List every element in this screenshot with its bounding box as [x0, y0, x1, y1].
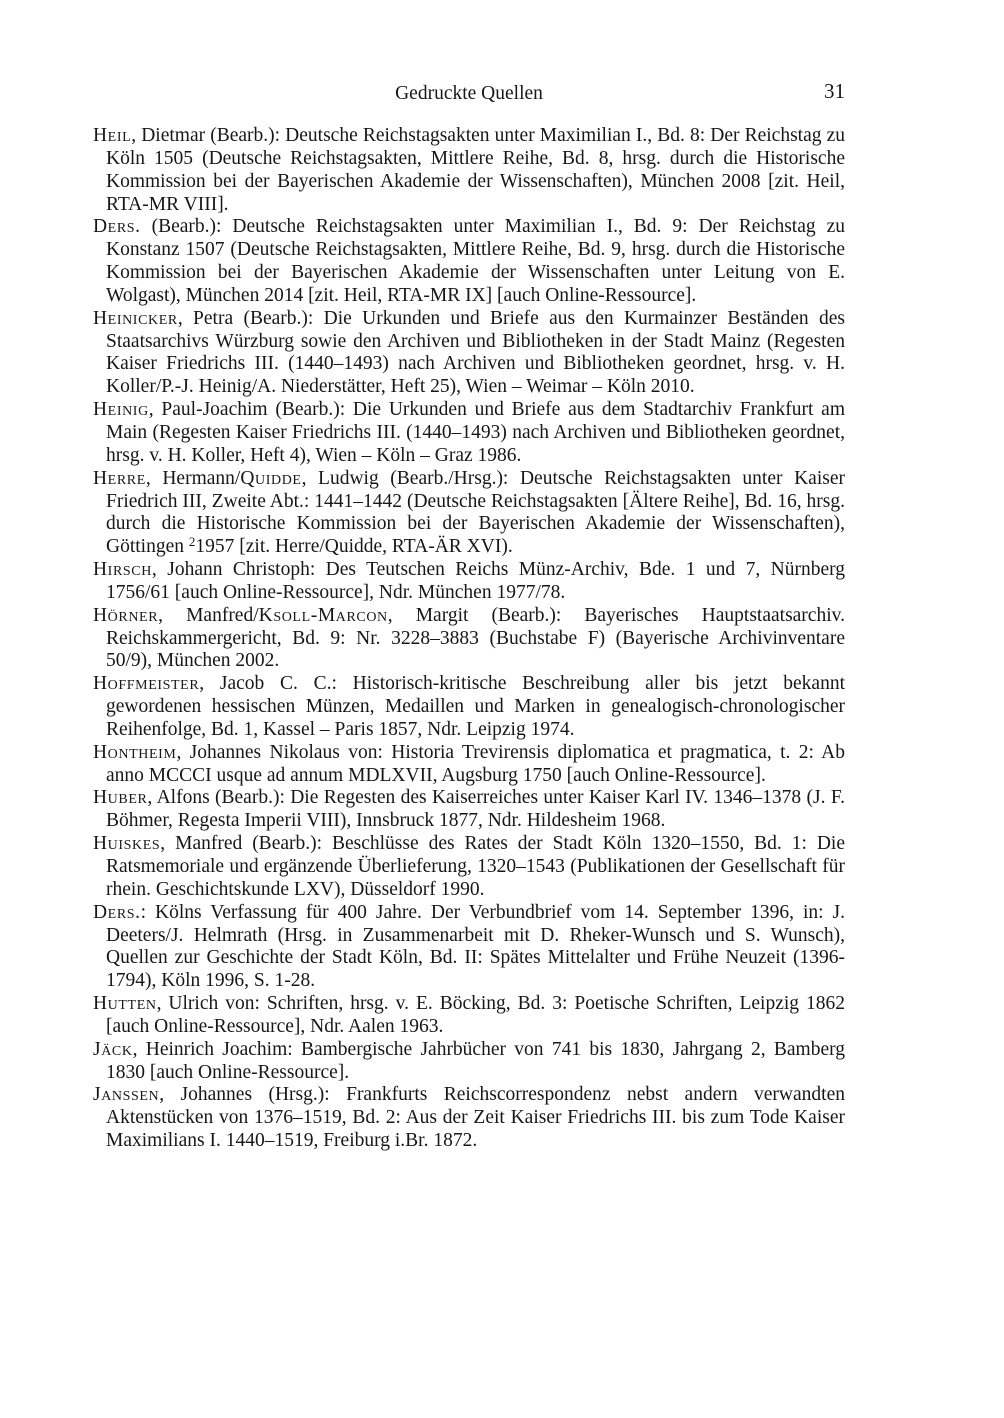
- entry-text: : Kölns Verfassung für 400 Jahre. Der Verbundbrief vom 14. September 1396, in: J. Deeters/J. Helmrath (Hrsg. in Zusammenarbeit mit D. Rheker-Wunsch und S. Wunsch), Quellen zur Geschichte der Stadt Köln, Bd. II: Spätes Mittelalter und Frühe Neuzeit (1396-1794), Köln 1996, S. 1-28.: [106, 901, 845, 992]
- bibliography-entry: [93, 468, 845, 559]
- author-name: Ders.: [93, 216, 141, 238]
- entry-text: , Dietmar (Bearb.): Deutsche Reichstagsakten unter Maximilian I., Bd. 8: Der Reichstag zu Köln 1505 (Deutsche Reichstagsakten, Mittlere Reihe, Bd. 8, hrsg. durch die Historische Kommission bei der Bayerischen Akademie der Wissenschaften), München 2008 [zit. Heil, RTA-MR VIII].: [106, 125, 845, 215]
- author-name: Janssen: [93, 1084, 160, 1106]
- author-name: Hirsch: [93, 559, 152, 581]
- bibliography-entry: [93, 993, 845, 1039]
- entry-text: , Ludwig (Bearb./Hrsg.): Deutsche Reichstagsakten unter Kaiser Friedrich III, Zweite Abt.: 1441–1442 (Deutsche Reichstagsakten [Ältere Reihe], Bd. 16, hrsg. durch die Historische Kommission bei der Bayerischen Akademie der Wissenschaften), Göttingen: [106, 467, 845, 558]
- entry-text: , Manfred/: [158, 604, 259, 626]
- bibliography-entry: [93, 787, 845, 833]
- author-name: Jäck: [93, 1038, 133, 1060]
- author-name: Huiskes: [93, 833, 161, 855]
- entry-text: , Margit (Bearb.): Bayerisches Hauptstaatsarchiv. Reichskammergericht, Bd. 9: Nr. 3228–3883 (Buchstabe F) (Bayerische Archivinventare 50/9), München 2002.: [106, 604, 845, 672]
- author-name: Hutten: [93, 993, 157, 1015]
- entry-text: , Ulrich von: Schriften, hrsg. v. E. Böcking, Bd. 3: Poetische Schriften, Leipzig 1862 [auch Online-Ressource], Ndr. Aalen 1963.: [106, 993, 845, 1037]
- entry-text: , Johann Christoph: Des Teutschen Reichs Münz-Archiv, Bde. 1 und 7, Nürnberg 1756/61 [auch Online-Ressource], Ndr. München 1977/78.: [106, 559, 845, 603]
- author-name: Heinicker: [93, 307, 178, 329]
- bibliography-entry: [93, 605, 845, 674]
- entry-text: , Petra (Bearb.): Die Urkunden und Briefe aus den Kurmainzer Beständen des Staatsarchivs Würzburg sowie den Archiven und Bibliotheken in der Stadt Mainz (Regesten Kaiser Friedrichs III. (1440–1493) nach Archiven und Bibliotheken geordnet, hrsg. v. H. Koller/P.-J. Heinig/A. Niederstätter, Heft 25), Wien – Weimar – Köln 2010.: [106, 307, 845, 398]
- bibliography-list: [93, 125, 845, 1153]
- edition-superscript: 2: [188, 534, 196, 550]
- author-name: Hoffmeister: [93, 673, 200, 695]
- entry-text: , Paul-Joachim (Bearb.): Die Urkunden und Briefe aus dem Stadtarchiv Frankfurt am Main (Regesten Kaiser Friedrichs III. (1440–1493) nach Archiven und Bibliotheken geordnet, hrsg. v. H. Koller, Heft 4), Wien – Köln – Graz 1986.: [106, 399, 845, 466]
- author-name: Ksoll-Marcon: [258, 604, 388, 626]
- bibliography-entry: [93, 216, 845, 307]
- entry-text: , Manfred (Bearb.): Beschlüsse des Rates der Stadt Köln 1320–1550, Bd. 1: Die Ratsmemoriale und ergänzende Überlieferung, 1320–1543 (Publikationen der Gesellschaft für rhein. Geschichtskunde LXV), Düsseldorf 1990.: [106, 833, 845, 900]
- author-name: Herre: [93, 467, 146, 489]
- bibliography-entry: [93, 399, 845, 468]
- bibliography-entry: [93, 1084, 845, 1153]
- bibliography-entry: [93, 125, 845, 216]
- entry-text: 1957 [zit. Herre/Quidde, RTA-ÄR XVI).: [195, 536, 513, 558]
- entry-text: , Alfons (Bearb.): Die Regesten des Kaiserreiches unter Kaiser Karl IV. 1346–1378 (J. F. Böhmer, Regesta Imperii VIII), Innsbruck 1877, Ndr. Hildesheim 1968.: [106, 787, 845, 832]
- entry-text: , Hermann/: [145, 467, 241, 489]
- author-name: Huber: [93, 787, 148, 809]
- running-header: [93, 79, 845, 108]
- entry-text: , Johannes (Hrsg.): Frankfurts Reichscorrespondenz nebst andern verwandten Aktenstücken von 1376–1519, Bd. 2: Aus der Zeit Kaiser Friedrichs III. bis zum Tode Kaiser Maximilians I. 1440–1519, Freiburg i.Br. 1872.: [106, 1084, 845, 1152]
- entry-text: , Johannes Nikolaus von: Historia Trevirensis diplomatica et pragmatica, t. 2: Ab anno MCCCI usque ad annum MDLXVII, Augsburg 1750 [auch Online-Ressource].: [106, 741, 845, 786]
- bibliography-entry: [93, 902, 845, 993]
- bibliography-entry: [93, 559, 845, 605]
- author-name: Hontheim: [93, 741, 177, 763]
- bibliography-entry: [93, 742, 845, 788]
- bibliography-entry: [93, 1039, 845, 1085]
- entry-text: , Heinrich Joachim: Bambergische Jahrbücher von 741 bis 1830, Jahrgang 2, Bamberg 1830 [auch Online-Ressource].: [106, 1038, 845, 1083]
- bibliography-entry: [93, 673, 845, 742]
- bibliography-entry: [93, 308, 845, 399]
- author-name: Quidde: [240, 467, 302, 489]
- entry-text: , Jacob C. C.: Historisch-kritische Beschreibung aller bis jetzt bekannt gewordenen hessischen Münzen, Medaillen und Marken in genealogisch-chronologischer Reihenfolge, Bd. 1, Kassel – Paris 1857, Ndr. Leipzig 1974.: [106, 673, 845, 740]
- bibliography-entry: [93, 833, 845, 902]
- author-name: Ders.: [93, 901, 141, 923]
- page-number: 31: [824, 79, 845, 103]
- author-name: Hörner: [93, 604, 159, 626]
- author-name: Heil: [93, 125, 132, 146]
- entry-text: (Bearb.): Deutsche Reichstagsakten unter Maximilian I., Bd. 9: Der Reichstag zu Konstanz 1507 (Deutsche Reichstagsakten, Mittlere Reihe, Bd. 9, hrsg. durch die Historische Kommission bei der Bayerischen Akademie der Wissenschaften unter Leitung von E. Wolgast), München 2014 [zit. Heil, RTA-MR IX] [auch Online-Ressource].: [106, 216, 845, 306]
- running-header-title: Gedruckte Quellen: [395, 83, 543, 104]
- author-name: Heinig: [93, 399, 149, 421]
